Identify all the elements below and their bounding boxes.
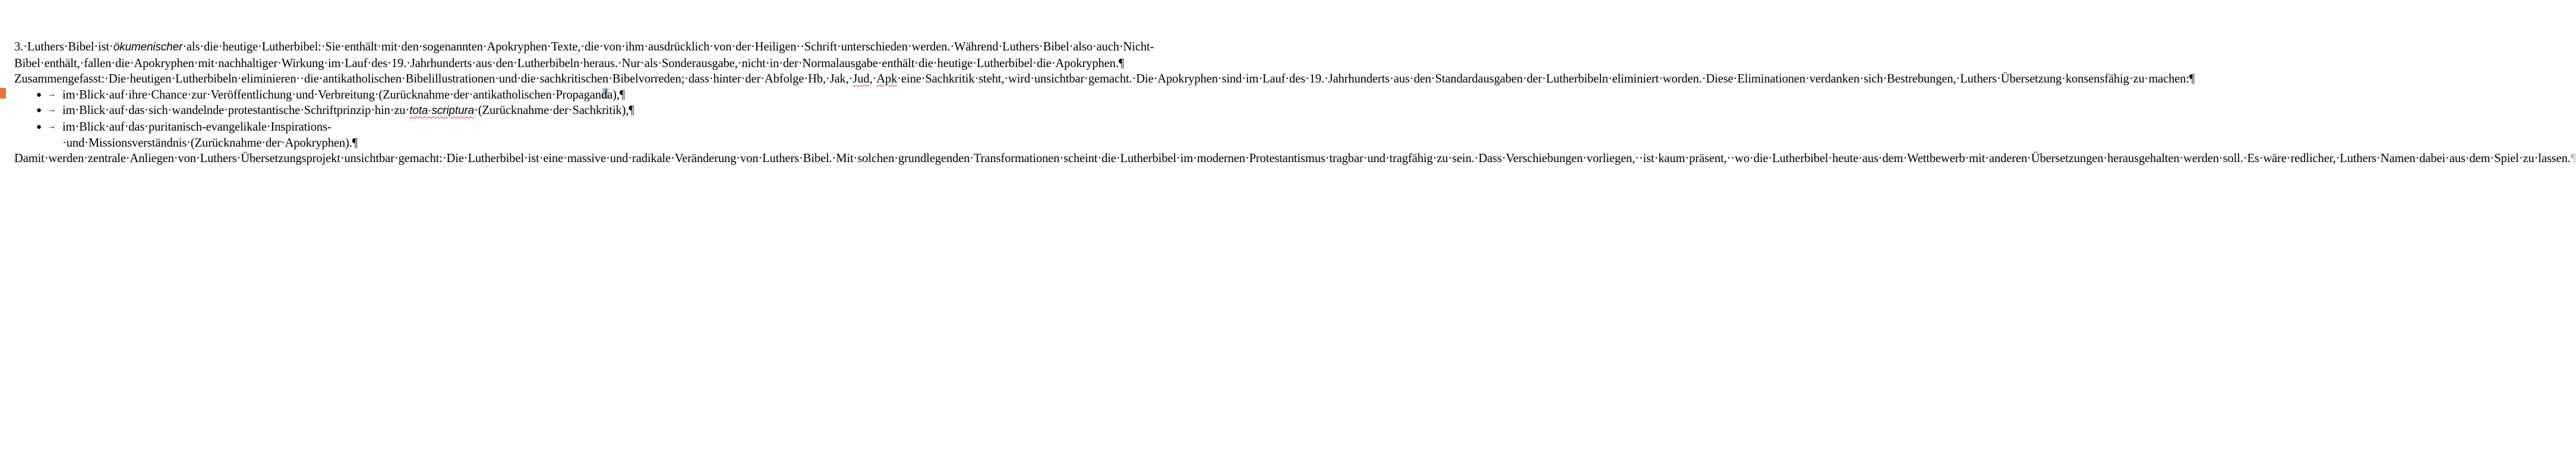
paragraph-3-text: Damit·werden·zentrale·Anliegen·von·Luthers·Übersetzungsprojekt·unsichtbar·gemacht:·Die·Lutherbibel·ist·eine·massive·und·radikale·Veränderung·von·Luthers·Bibel.·Mit·solchen·grundlegenden·Transformationen·scheint·die·Lutherbibel·im·modernen·Protestantismus·tragbar·und·tragfähig·zu·sein.·Dass·Verschiebungen·vorliegen,··ist·kaum·präsent,··wo·die·Lutherbibel·heute·aus·dem·Wettbewerb·mit·anderen·Übersetzungen·herausgehalten·werden·soll.·Es·wäre·redlicher,·Luthers·Namen·dabei·aus·dem·Spiel·zu·lassen. [14,152,2571,166]
bullet-dot-icon: ● [36,90,42,100]
tab-arrow-icon: → [48,90,56,99]
bullet-3-text: im·Blick·auf·das·puritanisch-evangelikale·Inspirations-·und·Missionsverständnis·(Zurücknahme·der·Apokryphen). [62,120,352,150]
paragraph-1 [14,39,1154,71]
pilcrow-mark: ¶ [352,136,358,150]
bullet-list [14,87,634,151]
document-body [14,39,2576,167]
spellcheck-word-jud: Jud [853,72,870,86]
paragraph-2 [14,71,2195,87]
paragraph-2-rest: ·eine·Sachkritik·steht,·wird·unsichtbar·gemacht.·Die·Apokryphen·sind·im·Lauf·des·19.·Jahrhunderts·aus·den·Standardausgaben·der·Lutherbibeln·eliminiert·worden.·Diese·Eliminationen·verdanken·sich·Bestrebungen,·Luthers·Übersetzung·konsensfähig·zu·machen: [897,72,2190,86]
tab-arrow-icon: → [48,122,56,131]
tab-arrow-icon: → [48,106,56,115]
pilcrow-mark: ¶ [619,88,625,102]
pilcrow-mark: ¶ [629,104,634,118]
bullet-dot-icon: ● [36,122,42,132]
bullet-1-text: im·Blick·auf·ihre·Chance·zur·Veröffentlichung·und·Verbreitung·(Zurücknahme·der·antikatholischen·Propaganda), [62,88,620,102]
paragraph-2-separator: ,· [869,72,877,86]
pilcrow-mark: ¶ [2189,72,2195,86]
list-item [14,87,625,103]
slide-accent-left [0,88,6,99]
bullet-dot-icon: ● [36,106,42,116]
paragraph-3 [14,151,2576,167]
paragraph-1-lead: 3.·Luthers·Bibel·ist· [14,40,113,53]
list-item [14,103,634,119]
emphasis-tota-scriptura: tota·scriptura [409,104,474,118]
list-item [14,119,599,151]
paragraph-2-lead: Zusammengefasst:·Die·heutigen·Lutherbibeln·eliminieren··die·antikatholischen·Bibelillustrationen·und·die·sachkritischen·Bibelvorreden;·dass·hinter·der·Abfolge·Hb,·Jak,· [14,72,853,86]
pilcrow-mark: ¶ [1118,56,1124,70]
bullet-2-lead: im·Blick·auf·das·sich·wandelnde·protestantische·Schriftprinzip·hin·zu· [62,104,410,118]
emphasis-oekumenischer: ökumenischer [113,41,183,53]
paragraph-1-rest: ·als·die·heutige·Lutherbibel:·Sie·enthält·mit·den·sogenannten·Apokryphen·Texte,·die·von·ihm·ausdrücklich·von·der·Heiligen··Schrift·unterschieden·werden.·Während·Luthers·Bibel·also·auch·Nicht-Bibel·enthält,·fallen·die·Apokryphen·mit·nachhaltiger·Wirkung·im·Lauf·des·19.·Jahrhunderts·aus·den·Lutherbibeln·heraus.·Nur·als·Sonderausgabe,·nicht·in·der·Normalausgabe·enthält·die·heutige·Lutherbibel·die·Apokryphen. [14,40,1154,70]
spellcheck-word-apk: Apk [876,72,898,86]
bullet-2-rest: ·(Zurücknahme·der·Sachkritik), [474,104,629,118]
pilcrow-mark-cursor: ¶ [2570,152,2576,166]
